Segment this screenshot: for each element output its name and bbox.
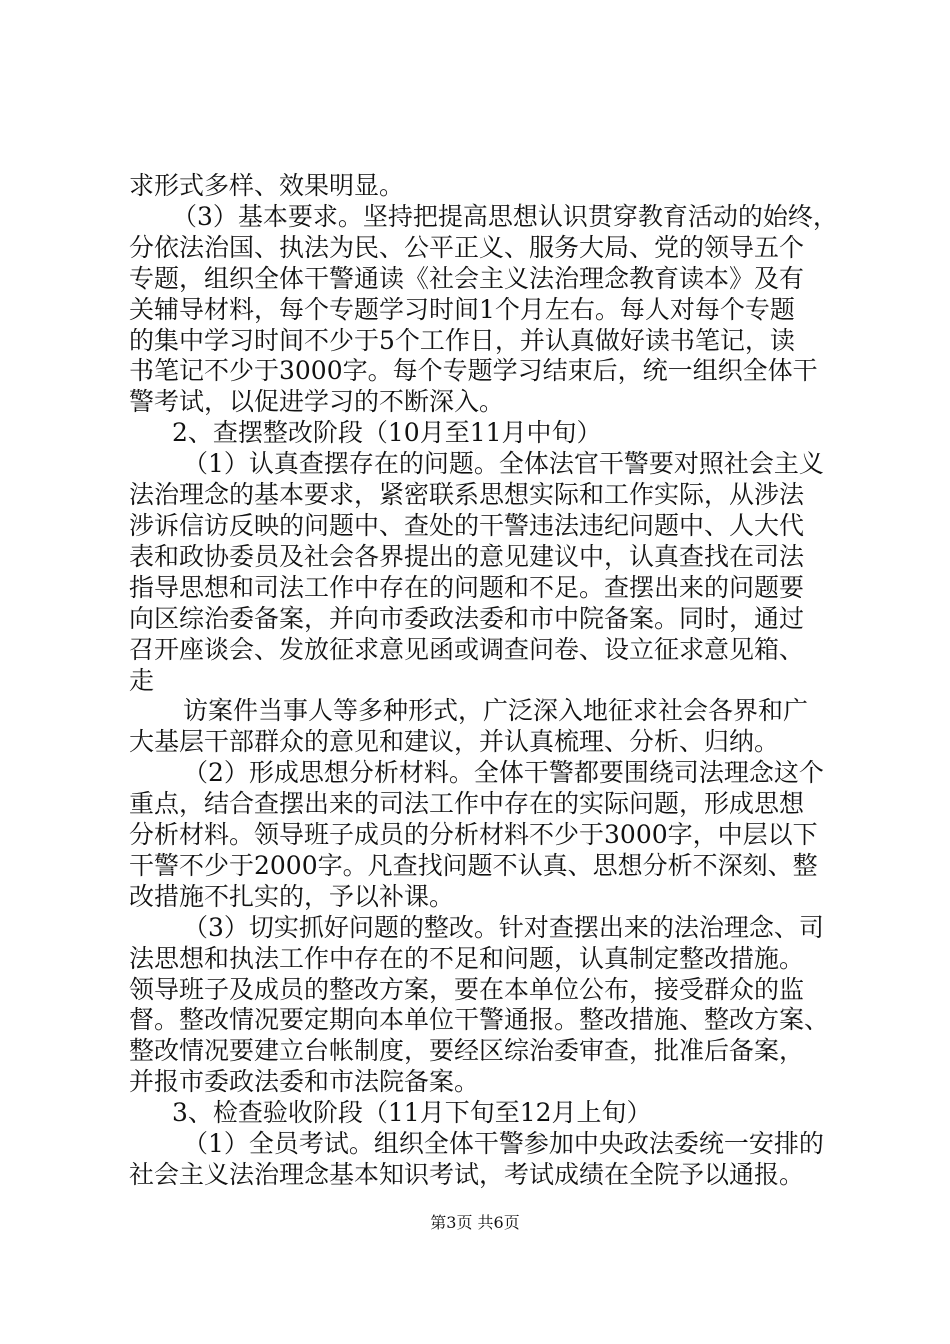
body-line: 法思想和执法工作中存在的不足和问题，认真制定整改措施。 [129,944,805,973]
body-line: 社会主义法治理念基本知识考试，考试成绩在全院予以通报。 [129,1160,805,1189]
section-heading: 2、查摆整改阶段（10月至11月中旬） [172,418,602,447]
body-line: 走 [129,666,155,695]
body-line: （1）全员考试。组织全体干警参加中央政法委统一安排的 [183,1129,824,1158]
body-line: 领导班子及成员的整改方案，要在本单位公布，接受群众的监 [129,975,805,1004]
body-line: 分依法治国、执法为民、公平正义、服务大局、党的领导五个 [129,233,805,262]
section-heading: 3、检查验收阶段（11月下旬至12月上旬） [172,1098,652,1127]
body-line: 改措施不扎实的，予以补课。 [129,882,455,911]
body-line: 书笔记不少于3000字。每个专题学习结束后，统一组织全体干 [129,356,818,385]
body-line: （2）形成思想分析材料。全体干警都要围绕司法理念这个 [183,758,824,787]
body-line: 大基层干部群众的意见和建议，并认真梳理、分析、归纳。 [129,727,780,756]
body-line: 关辅导材料，每个专题学习时间1个月左右。每人对每个专题 [129,295,795,324]
body-line: 的集中学习时间不少于5个工作日，并认真做好读书笔记，读 [129,326,795,355]
body-line: 警考试，以促进学习的不断深入。 [129,387,505,416]
body-line: 表和政协委员及社会各界提出的意见建议中，认真查找在司法 [129,542,805,571]
body-line: 并报市委政法委和市法院备案。 [129,1067,480,1096]
body-line: 向区综治委备案，并向市委政法委和市中院备案。同时，通过 [129,604,805,633]
body-line: 专题，组织全体干警通读《社会主义法治理念教育读本》及有 [129,264,805,293]
body-line: 重点，结合查摆出来的司法工作中存在的实际问题，形成思想 [129,789,805,818]
body-line: 整改情况要建立台帐制度，要经区综治委审查，批准后备案， [129,1036,805,1065]
body-line: 求形式多样、效果明显。 [129,171,405,200]
body-line: （1）认真查摆存在的问题。全体法官干警要对照社会主义 [183,449,824,478]
body-line: （3）切实抓好问题的整改。针对查摆出来的法治理念、司 [183,913,824,942]
body-line: 督。整改情况要定期向本单位干警通报。整改措施、整改方案、 [129,1005,830,1034]
body-line: 分析材料。领导班子成员的分析材料不少于3000字，中层以下 [129,820,818,849]
body-line: 召开座谈会、发放征求意见函或调查问卷、设立征求意见箱、 [129,635,805,664]
body-line: 访案件当事人等多种形式，广泛深入地征求社会各界和广 [183,696,809,725]
body-line: 法治理念的基本要求，紧密联系思想实际和工作实际，从涉法 [129,480,805,509]
body-line: 涉诉信访反映的问题中、查处的干警违法违纪问题中、人大代 [129,511,805,540]
body-line: （3）基本要求。坚持把提高思想认识贯穿教育活动的始终， [172,202,838,231]
page-number-footer: 第3页 共6页 [430,1213,520,1232]
body-line: 干警不少于2000字。凡查找问题不认真、思想分析不深刻、整 [129,851,818,880]
body-line: 指导思想和司法工作中存在的问题和不足。查摆出来的问题要 [129,573,805,602]
